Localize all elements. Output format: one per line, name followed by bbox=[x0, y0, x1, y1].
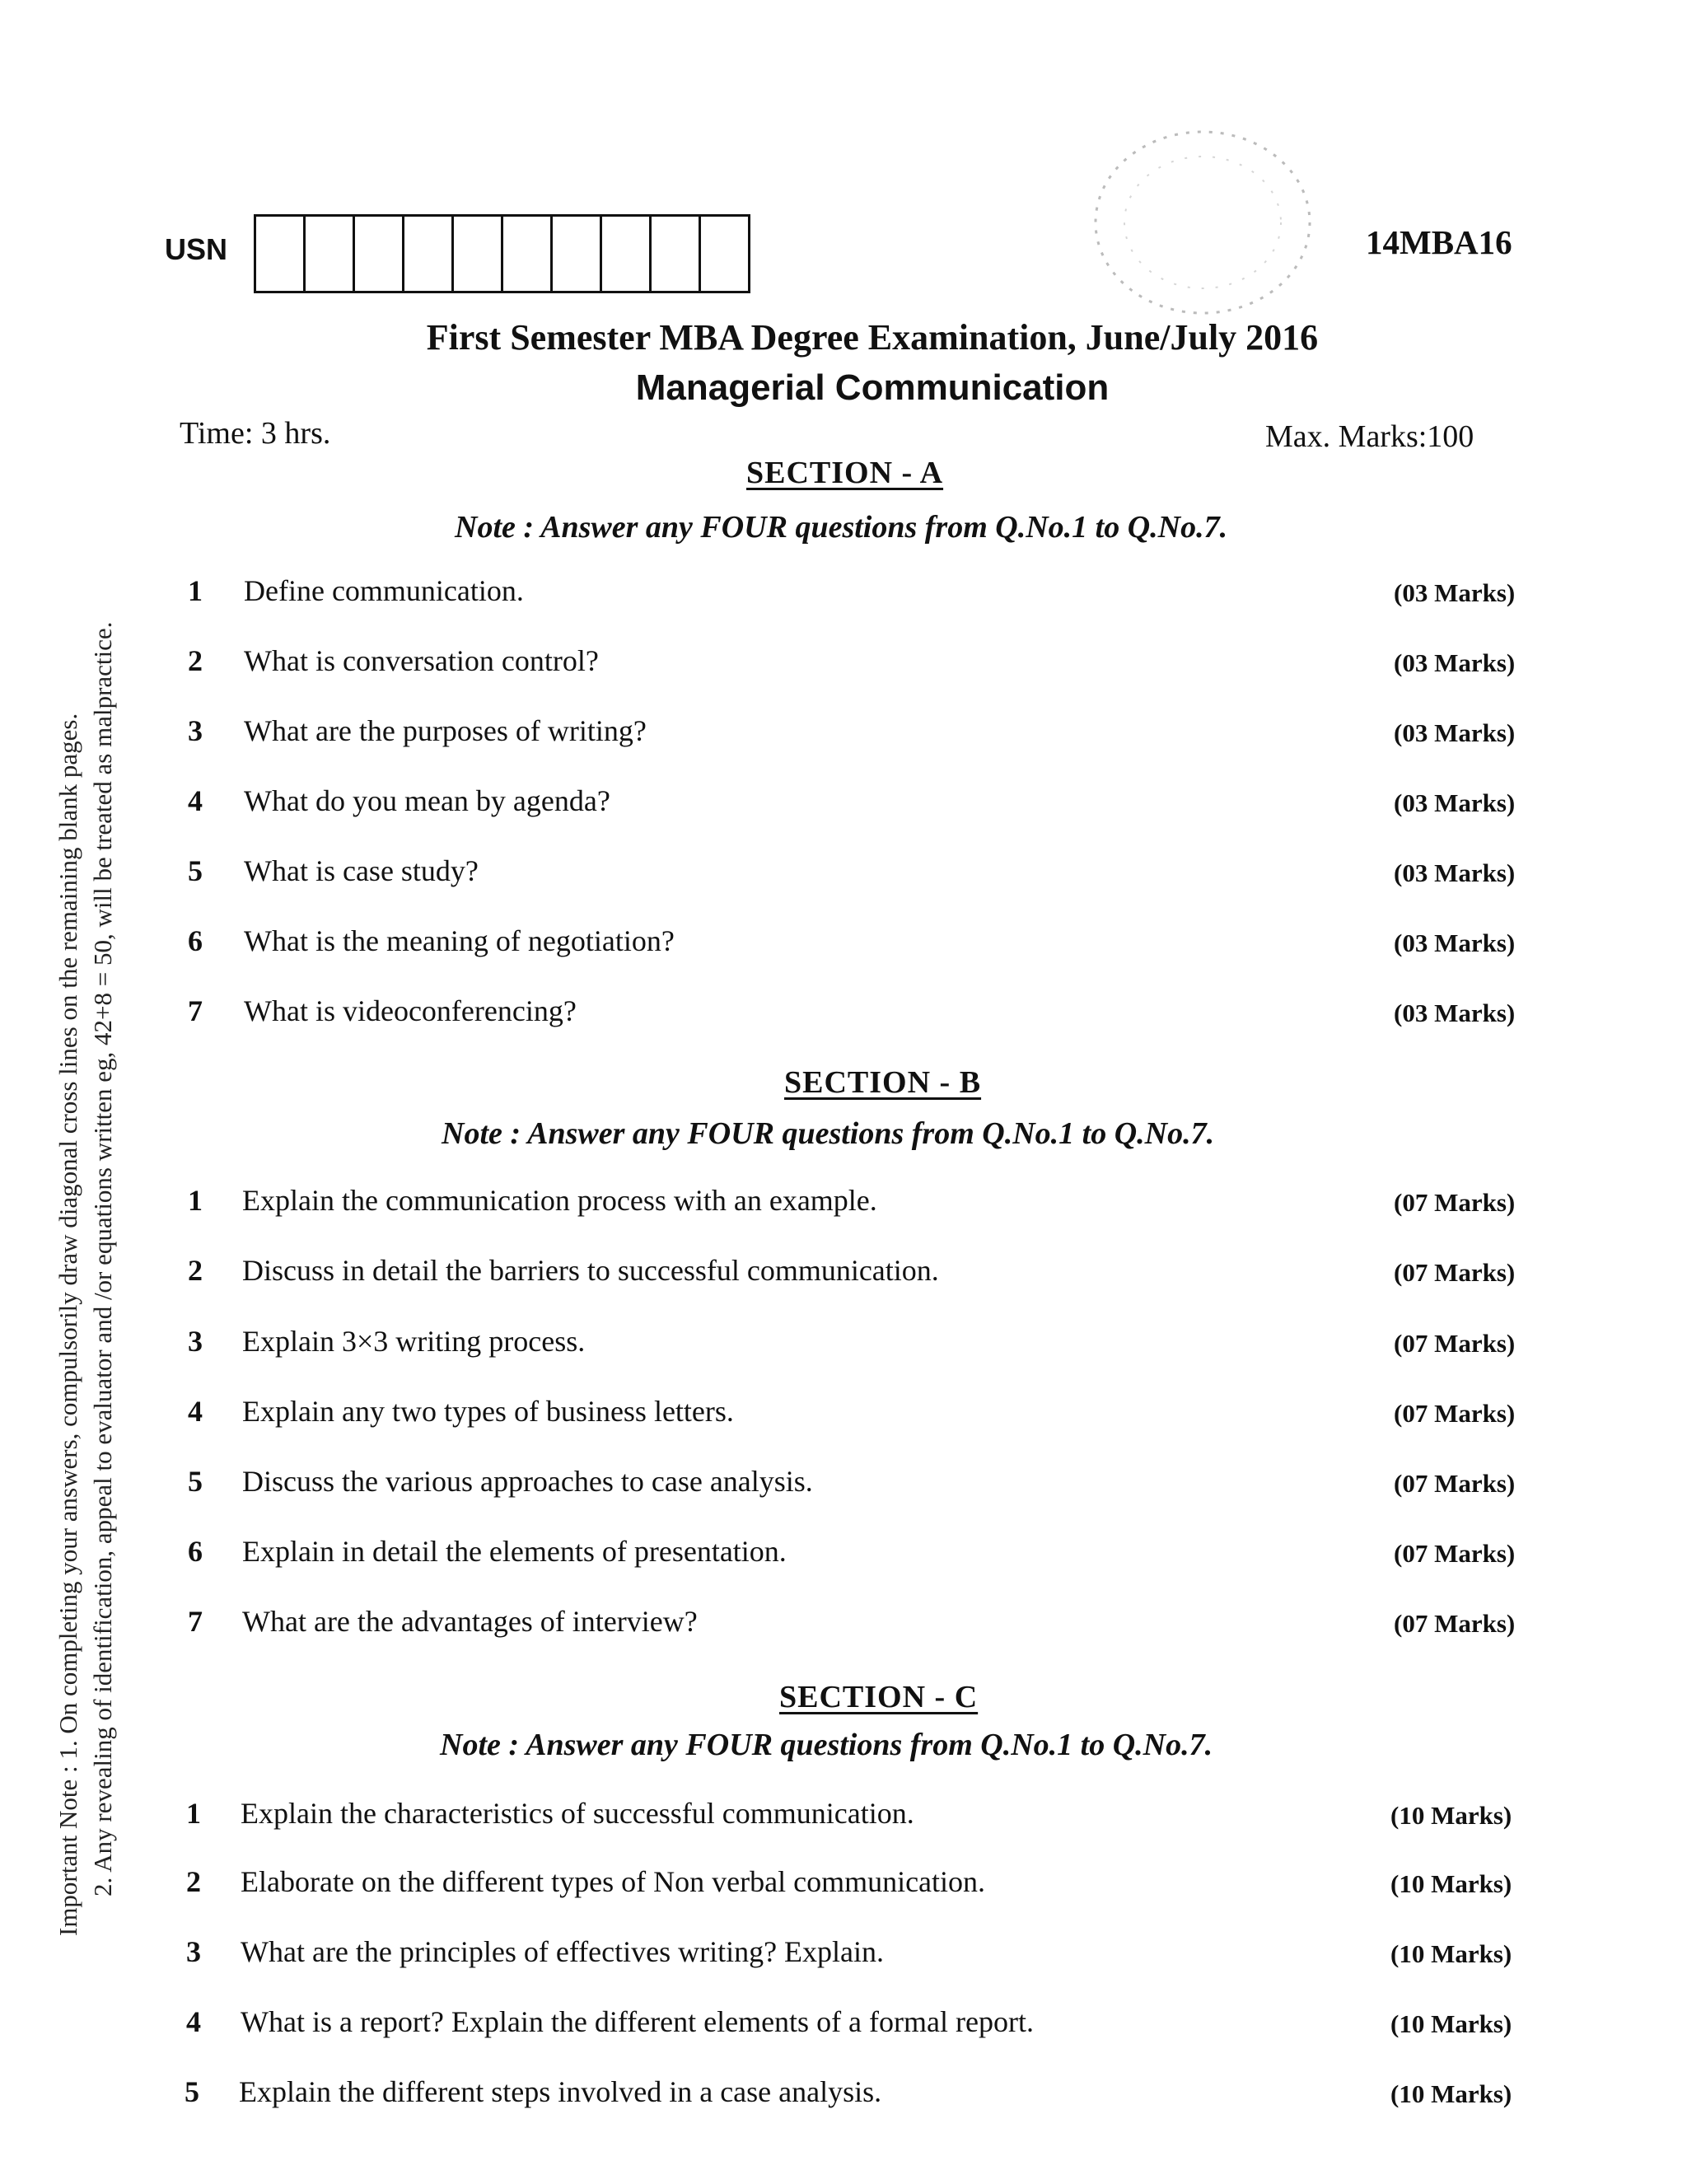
question-number: 4 bbox=[186, 2005, 201, 2038]
question-number: 2 bbox=[188, 644, 203, 677]
question-row bbox=[0, 1934, 1687, 1976]
usn-cell bbox=[306, 217, 355, 291]
question-number: 1 bbox=[188, 1184, 203, 1217]
question-marks: (03 Marks) bbox=[1394, 648, 1516, 677]
important-note-line-1: Important Note : 1. On completing your answers, compulsorily draw diagonal cross lines on the remaining blank pages. bbox=[54, 713, 82, 1936]
exam-title: First Semester MBA Degree Examination, June/July 2016 bbox=[426, 317, 1319, 358]
question-number: 5 bbox=[188, 1465, 203, 1498]
usn-cell bbox=[652, 217, 701, 291]
question-number: 5 bbox=[188, 854, 203, 887]
usn-label: USN bbox=[165, 232, 228, 266]
usn-cell bbox=[701, 217, 750, 291]
section-b-note: Note : Answer any FOUR questions from Q.No.1 to Q.No.7. bbox=[442, 1116, 1215, 1151]
question-row bbox=[0, 1464, 1687, 1505]
question-marks: (07 Marks) bbox=[1394, 1539, 1516, 1568]
subject-code: 14MBA16 bbox=[1366, 223, 1512, 261]
question-number: 6 bbox=[188, 924, 203, 957]
question-marks: (07 Marks) bbox=[1394, 1399, 1516, 1428]
usn-cell bbox=[602, 217, 652, 291]
question-number: 4 bbox=[188, 1395, 203, 1428]
section-c-title: SECTION - C bbox=[779, 1680, 979, 1714]
section-c-note: Note : Answer any FOUR questions from Q.No.1 to Q.No.7. bbox=[440, 1728, 1213, 1762]
question-text: What is conversation control? bbox=[244, 644, 599, 677]
question-number: 5 bbox=[185, 2075, 199, 2108]
usn-cell bbox=[503, 217, 553, 291]
question-marks: (03 Marks) bbox=[1394, 998, 1516, 1027]
question-marks: (07 Marks) bbox=[1394, 1258, 1516, 1287]
question-number: 1 bbox=[188, 574, 203, 607]
question-number: 3 bbox=[186, 1935, 201, 1968]
section-b-title: SECTION - B bbox=[784, 1065, 982, 1100]
section-a-note: Note : Answer any FOUR questions from Q.No.1 to Q.No.7. bbox=[455, 510, 1228, 545]
question-text: What is a report? Explain the different elements of a formal report. bbox=[241, 2005, 1034, 2038]
subject-title: Managerial Communication bbox=[635, 367, 1110, 408]
question-row bbox=[0, 2004, 1687, 2046]
question-text: Explain the characteristics of successful communication. bbox=[241, 1797, 914, 1830]
question-row bbox=[0, 853, 1687, 895]
question-marks: (07 Marks) bbox=[1394, 1188, 1516, 1217]
question-row bbox=[0, 713, 1687, 755]
question-row bbox=[0, 1796, 1687, 1837]
question-text: Explain 3×3 writing process. bbox=[242, 1325, 586, 1358]
section-a-title: SECTION - A bbox=[746, 456, 944, 490]
question-number: 7 bbox=[188, 1605, 203, 1638]
question-row bbox=[0, 924, 1687, 965]
question-row bbox=[0, 2074, 1687, 2116]
question-marks: (10 Marks) bbox=[1390, 1939, 1512, 1968]
question-row bbox=[0, 1183, 1687, 1224]
question-marks: (07 Marks) bbox=[1394, 1609, 1516, 1638]
question-text: What are the principles of effectives writing? Explain. bbox=[241, 1935, 885, 1968]
question-text: What are the advantages of interview? bbox=[242, 1605, 698, 1638]
question-row bbox=[0, 643, 1687, 685]
question-text: What do you mean by agenda? bbox=[244, 784, 610, 817]
question-row bbox=[0, 1864, 1687, 1906]
question-row bbox=[0, 1394, 1687, 1435]
question-row bbox=[0, 1534, 1687, 1575]
question-row bbox=[0, 573, 1687, 615]
question-text: What is the meaning of negotiation? bbox=[244, 924, 675, 957]
question-number: 3 bbox=[188, 714, 203, 747]
question-text: What is case study? bbox=[244, 854, 479, 887]
question-text: What are the purposes of writing? bbox=[244, 714, 647, 747]
question-row bbox=[0, 1324, 1687, 1365]
question-text: Discuss the various approaches to case analysis. bbox=[242, 1465, 813, 1498]
question-number: 4 bbox=[188, 784, 203, 817]
question-marks: (10 Marks) bbox=[1390, 1869, 1512, 1898]
question-row bbox=[0, 1604, 1687, 1645]
question-number: 7 bbox=[188, 994, 203, 1027]
question-marks: (10 Marks) bbox=[1390, 2009, 1512, 2038]
question-marks: (10 Marks) bbox=[1390, 1801, 1512, 1830]
question-marks: (03 Marks) bbox=[1394, 788, 1516, 817]
important-note-line-2: 2. Any revealing of identification, appeal to evaluator and /or equations written eg, 42+8 = 50, will be treated as malpractice. bbox=[88, 621, 117, 1896]
question-marks: (03 Marks) bbox=[1394, 858, 1516, 887]
question-number: 2 bbox=[188, 1254, 203, 1287]
question-marks: (03 Marks) bbox=[1394, 928, 1516, 957]
question-row bbox=[0, 783, 1687, 825]
question-text: Explain the communication process with an example. bbox=[242, 1184, 877, 1217]
question-row bbox=[0, 994, 1687, 1035]
usn-cell bbox=[553, 217, 602, 291]
question-text: Explain in detail the elements of presentation. bbox=[242, 1535, 787, 1568]
question-text: Explain the different steps involved in a case analysis. bbox=[239, 2075, 882, 2108]
question-number: 2 bbox=[186, 1865, 201, 1898]
question-text: What is videoconferencing? bbox=[244, 994, 577, 1027]
question-text: Elaborate on the different types of Non verbal communication. bbox=[241, 1865, 986, 1898]
usn-cell bbox=[256, 217, 306, 291]
usn-cell bbox=[404, 217, 454, 291]
usn-box bbox=[254, 214, 750, 293]
max-marks: Max. Marks:100 bbox=[1265, 419, 1474, 454]
question-marks: (10 Marks) bbox=[1390, 2079, 1512, 2108]
exam-time: Time: 3 hrs. bbox=[180, 416, 331, 451]
question-text: Explain any two types of business letters. bbox=[242, 1395, 734, 1428]
stamp-mark bbox=[1038, 99, 1334, 346]
question-text: Discuss in detail the barriers to successful communication. bbox=[242, 1254, 939, 1287]
usn-cell bbox=[355, 217, 404, 291]
question-marks: (07 Marks) bbox=[1394, 1469, 1516, 1498]
question-number: 6 bbox=[188, 1535, 203, 1568]
question-row bbox=[0, 1253, 1687, 1294]
question-marks: (07 Marks) bbox=[1394, 1329, 1516, 1358]
usn-cell bbox=[454, 217, 503, 291]
question-marks: (03 Marks) bbox=[1394, 718, 1516, 747]
question-marks: (03 Marks) bbox=[1394, 578, 1516, 607]
question-number: 1 bbox=[186, 1797, 201, 1830]
question-number: 3 bbox=[188, 1325, 203, 1358]
question-text: Define communication. bbox=[244, 574, 524, 607]
